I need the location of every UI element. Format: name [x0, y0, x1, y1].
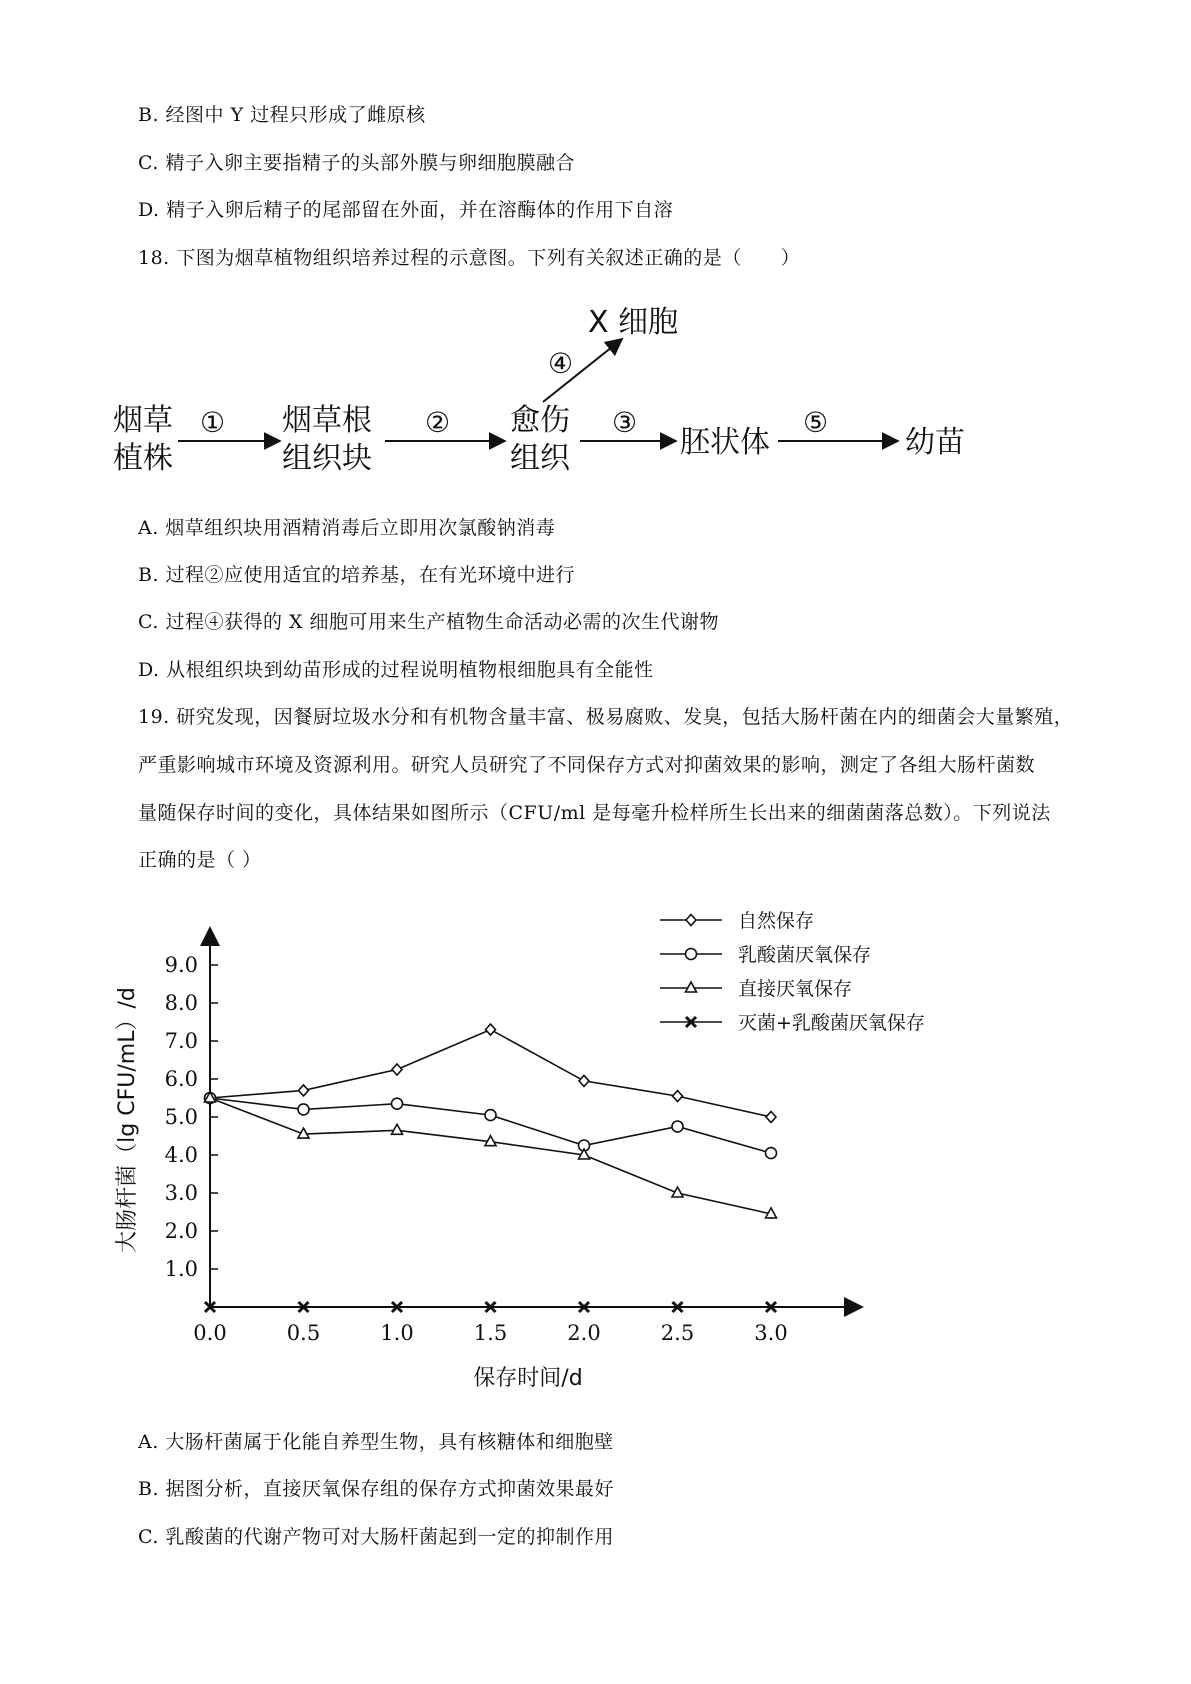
legend-label-3: 灭菌+乳酸菌厌氧保存: [738, 1012, 925, 1034]
q18-stem: 18. 下图为烟草植物组织培养过程的示意图。下列有关叙述正确的是（ ）: [138, 247, 801, 269]
series-3-point-5: [673, 1302, 683, 1312]
series-1-point-4: [579, 1140, 590, 1151]
q17-option-c: C. 精子入卵主要指精子的头部外膜与卵细胞膜融合: [138, 152, 575, 174]
label-step4: ④: [548, 347, 574, 380]
node-callus-line1: 愈伤: [510, 403, 570, 438]
series-2-point-2: [392, 1124, 403, 1134]
legend-label-1: 乳酸菌厌氧保存: [738, 944, 872, 966]
series-2-point-5: [672, 1187, 683, 1197]
series-0-point-1: [299, 1085, 309, 1096]
y-tick-label-6: 7.0: [164, 1029, 198, 1053]
legend-label-0: 自然保存: [738, 910, 815, 932]
series-1-point-1: [298, 1104, 309, 1115]
y-tick-label-1: 2.0: [164, 1219, 198, 1243]
label-step3: ③: [612, 406, 638, 439]
series-1-point-6: [766, 1148, 777, 1159]
legend-marker-1: [686, 949, 697, 960]
q19-stem-line2: 严重影响城市环境及资源利用。研究人员研究了不同保存方式对抑菌效果的影响，测定了各组大肠杆菌数: [138, 754, 1036, 776]
series-3-point-1: [299, 1302, 309, 1312]
series-0-point-4: [579, 1075, 589, 1086]
legend-marker-3: [686, 1017, 696, 1027]
q19-option-a: A. 大肠杆菌属于化能自养型生物，具有核糖体和细胞壁: [138, 1431, 614, 1453]
y-tick-label-8: 9.0: [164, 953, 198, 977]
x-tick-label-0: 0.0: [193, 1321, 227, 1345]
q17-option-b: B. 经图中 Y 过程只形成了雌原核: [138, 104, 426, 126]
series-line-1: [210, 1098, 771, 1153]
node-tobacco-plant-line2: 植株: [113, 441, 173, 476]
series-2-point-0: [205, 1092, 216, 1102]
series-0-point-5: [673, 1091, 683, 1102]
series-line-0: [210, 1030, 771, 1117]
x-tick-label-6: 3.0: [754, 1321, 788, 1345]
x-axis-label: 保存时间/d: [473, 1366, 583, 1391]
node-callus-line2: 组织: [510, 441, 570, 476]
q19-option-b: B. 据图分析，直接厌氧保存组的保存方式抑菌效果最好: [138, 1478, 615, 1500]
q18-option-b: B. 过程②应使用适宜的培养基，在有光环境中进行: [138, 564, 576, 586]
node-x-cell: X 细胞: [588, 305, 679, 340]
series-1-point-0: [205, 1093, 216, 1104]
series-2-point-6: [766, 1208, 777, 1218]
y-tick-label-0: 1.0: [164, 1257, 198, 1281]
series-0-point-6: [766, 1112, 776, 1123]
x-tick-label-2: 1.0: [380, 1321, 414, 1345]
legend-label-2: 直接厌氧保存: [738, 978, 853, 1000]
tissue-culture-flowchart: [0, 0, 1191, 500]
series-2-point-1: [298, 1128, 309, 1138]
label-step1: ①: [200, 406, 226, 439]
series-line-2: [210, 1098, 771, 1214]
node-embryoid: 胚状体: [680, 425, 770, 460]
series-1-point-5: [672, 1121, 683, 1132]
series-3-point-6: [766, 1302, 776, 1312]
node-tobacco-plant-line1: 烟草: [113, 403, 173, 438]
y-tick-label-3: 4.0: [164, 1143, 198, 1167]
x-tick-label-5: 2.5: [660, 1321, 695, 1345]
series-3-point-4: [579, 1302, 589, 1312]
q19-stem-line1: 19. 研究发现，因餐厨垃圾水分和有机物含量丰富、极易腐败、发臭，包括大肠杆菌在内的细菌会大量繁殖，: [138, 706, 1074, 728]
q19-option-c: C. 乳酸菌的代谢产物可对大肠杆菌起到一定的抑制作用: [138, 1526, 614, 1548]
legend-marker-2: [686, 982, 697, 992]
y-tick-label-2: 3.0: [164, 1181, 198, 1205]
y-axis-label: 大肠杆菌（lg CFU/mL）/d: [115, 987, 140, 1253]
series-3-point-0: [205, 1302, 215, 1312]
series-0-point-3: [486, 1024, 496, 1035]
legend-marker-0: [686, 915, 696, 926]
series-1-point-3: [485, 1110, 496, 1121]
x-tick-label-3: 1.5: [473, 1321, 508, 1345]
label-step2: ②: [425, 406, 451, 439]
series-1-point-2: [392, 1098, 403, 1109]
x-tick-label-4: 2.0: [567, 1321, 601, 1345]
node-root-tissue-line1: 烟草根: [282, 403, 372, 438]
y-tick-label-4: 5.0: [164, 1105, 198, 1129]
series-0-point-0: [205, 1093, 215, 1104]
label-step5: ⑤: [803, 406, 829, 439]
series-3-point-3: [486, 1302, 496, 1312]
node-seedling: 幼苗: [905, 425, 965, 460]
series-2-point-3: [485, 1136, 496, 1146]
q18-option-d: D. 从根组织块到幼苗形成的过程说明植物根细胞具有全能性: [138, 659, 654, 681]
series-3-point-2: [392, 1302, 402, 1312]
q17-option-d: D. 精子入卵后精子的尾部留在外面，并在溶酶体的作用下自溶: [138, 199, 674, 221]
x-tick-label-1: 0.5: [286, 1321, 321, 1345]
q18-option-a: A. 烟草组织块用酒精消毒后立即用次氯酸钠消毒: [138, 517, 556, 539]
node-root-tissue-line2: 组织块: [282, 441, 372, 476]
y-tick-label-7: 8.0: [164, 991, 198, 1015]
q19-stem-line4: 正确的是（ ）: [138, 849, 262, 871]
q19-stem-line3: 量随保存时间的变化，具体结果如图所示（CFU/ml 是每毫升检样所生长出来的细菌菌落总数）。下列说法: [138, 802, 1051, 824]
y-tick-label-5: 6.0: [164, 1067, 198, 1091]
q18-option-c: C. 过程④获得的 X 细胞可用来生产植物生命活动必需的次生代谢物: [138, 611, 720, 633]
series-0-point-2: [392, 1064, 402, 1075]
series-2-point-4: [579, 1149, 590, 1159]
